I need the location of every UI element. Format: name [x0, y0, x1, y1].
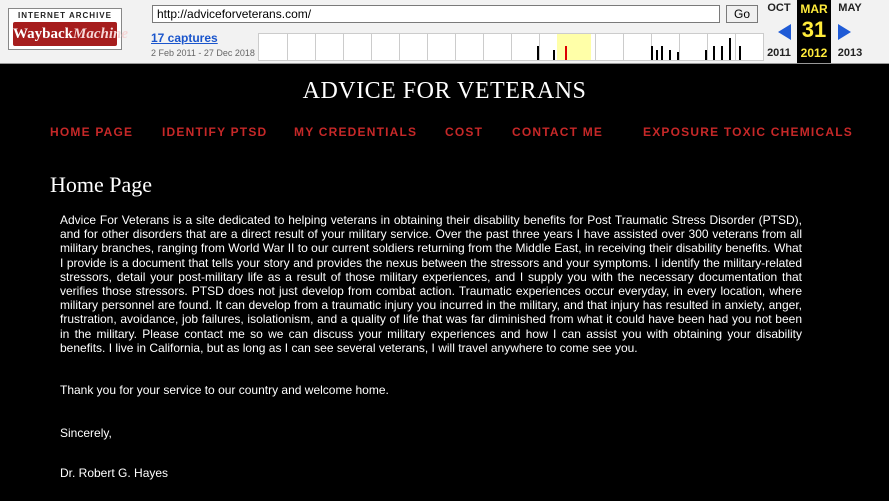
prev-month-label: OCT — [767, 2, 791, 14]
capture-sparkline[interactable] — [258, 33, 764, 61]
wayback-toolbar — [0, 0, 889, 64]
next-year-label: 2013 — [837, 47, 863, 59]
nav-my-credentials[interactable]: MY CREDENTIALS — [294, 125, 418, 139]
closing-salutation: Sincerely, — [60, 426, 112, 440]
sparkline-divider — [707, 34, 708, 60]
wayback-logo[interactable] — [8, 8, 129, 50]
site-title: ADVICE FOR VETERANS — [302, 78, 587, 104]
go-button[interactable]: Go — [726, 5, 758, 23]
intro-paragraph: Advice For Veterans is a site dedicated to helping veterans in obtaining their disability benefits for Post Traumatic Stress Disorder (PTSD), and for other disorders that are a direct result of your military service. Over the past three years I have assisted over 300 veterans from all military branches, ranging from World War II to our current soldiers returning from the Middle East, in receiving their disability benefits. What I provide is a document that tells your story and provides the nexus between the stressors and your symptoms. I identify the military-related stressors, detail your post-military life as a result of those military experiences, and I supply you with the necessary documentation that verifies those stressors. PTSD does not just develop from combat action. Traumatic experiences occur everyday, in every location, where military personnel are found. It can develop from a traumatic injury you incurred in the military, and that injury has resulted in anxiety, anger, frustration, avoidance, job failures, isolationism, and a quality of life that was far diminished from what it could have been had you not been in the military. Please contact me so we can discuss your military experiences and how I can assist you with obtaining your disability benefits. I live in California, but as long as I can see several veterans, I will travel anywhere to come see you. — [60, 213, 802, 355]
sparkline-bar-selected — [565, 46, 567, 60]
nav-contact-me[interactable]: CONTACT ME — [512, 125, 604, 139]
sparkline-divider — [735, 34, 736, 60]
sparkline-divider — [539, 34, 540, 60]
sparkline-divider — [315, 34, 316, 60]
next-capture-arrow-icon[interactable] — [838, 24, 851, 40]
sparkline-bar — [669, 50, 671, 60]
sparkline-divider — [623, 34, 624, 60]
sparkline-divider — [455, 34, 456, 60]
sparkline-divider — [511, 34, 512, 60]
sparkline-divider — [595, 34, 596, 60]
thanks-paragraph: Thank you for your service to our country and welcome home. — [60, 383, 389, 397]
current-capture — [797, 0, 831, 63]
next-capture-month[interactable] — [831, 2, 869, 59]
prev-capture-arrow-icon[interactable] — [778, 24, 791, 40]
nav-home-page[interactable]: HOME PAGE — [50, 125, 134, 139]
capture-range: 2 Feb 2011 - 27 Dec 2018 — [151, 48, 255, 58]
sparkline-divider — [679, 34, 680, 60]
sparkline-divider — [483, 34, 484, 60]
sparkline-bar — [553, 50, 555, 60]
url-input[interactable]: http://adviceforveterans.com/ — [152, 5, 720, 23]
prev-year-label: 2011 — [767, 47, 791, 59]
sparkline-bar — [661, 46, 663, 60]
signature-name: Dr. Robert G. Hayes — [60, 466, 169, 480]
sparkline-bar — [739, 46, 741, 60]
main-nav — [0, 125, 889, 141]
sparkline-bar — [705, 50, 707, 60]
sparkline-divider — [371, 34, 372, 60]
nav-exposure-toxic-chemicals[interactable]: EXPOSURE TOXIC CHEMICALS — [643, 125, 853, 139]
current-year-label: 2012 — [800, 46, 828, 60]
sparkline-divider — [399, 34, 400, 60]
logo-archive-text: INTERNET ARCHIVE — [18, 11, 112, 20]
sparkline-bar — [729, 38, 731, 60]
sparkline-bar — [713, 46, 715, 60]
page-heading: Home Page — [50, 172, 153, 197]
sparkline-bar — [651, 46, 653, 60]
captures-link[interactable]: 17 captures — [151, 31, 218, 45]
next-month-label: MAY — [838, 2, 862, 14]
current-month-label: MAR — [800, 2, 828, 16]
sparkline-current-year — [557, 34, 591, 60]
sparkline-bar — [677, 52, 679, 60]
logo-machine-word: Machine — [73, 26, 129, 42]
logo-wayback-word: Wayback — [13, 26, 74, 42]
nav-identify-ptsd[interactable]: IDENTIFY PTSD — [162, 125, 268, 139]
current-day-label: 31 — [801, 17, 827, 42]
sparkline-divider — [427, 34, 428, 60]
prev-capture-month[interactable] — [760, 2, 798, 59]
logo-wayback-text — [13, 22, 129, 46]
nav-cost[interactable]: COST — [445, 125, 484, 139]
sparkline-bar — [537, 46, 539, 60]
sparkline-bar — [721, 46, 723, 60]
sparkline-divider — [343, 34, 344, 60]
sparkline-divider — [287, 34, 288, 60]
sparkline-bar — [656, 50, 658, 60]
